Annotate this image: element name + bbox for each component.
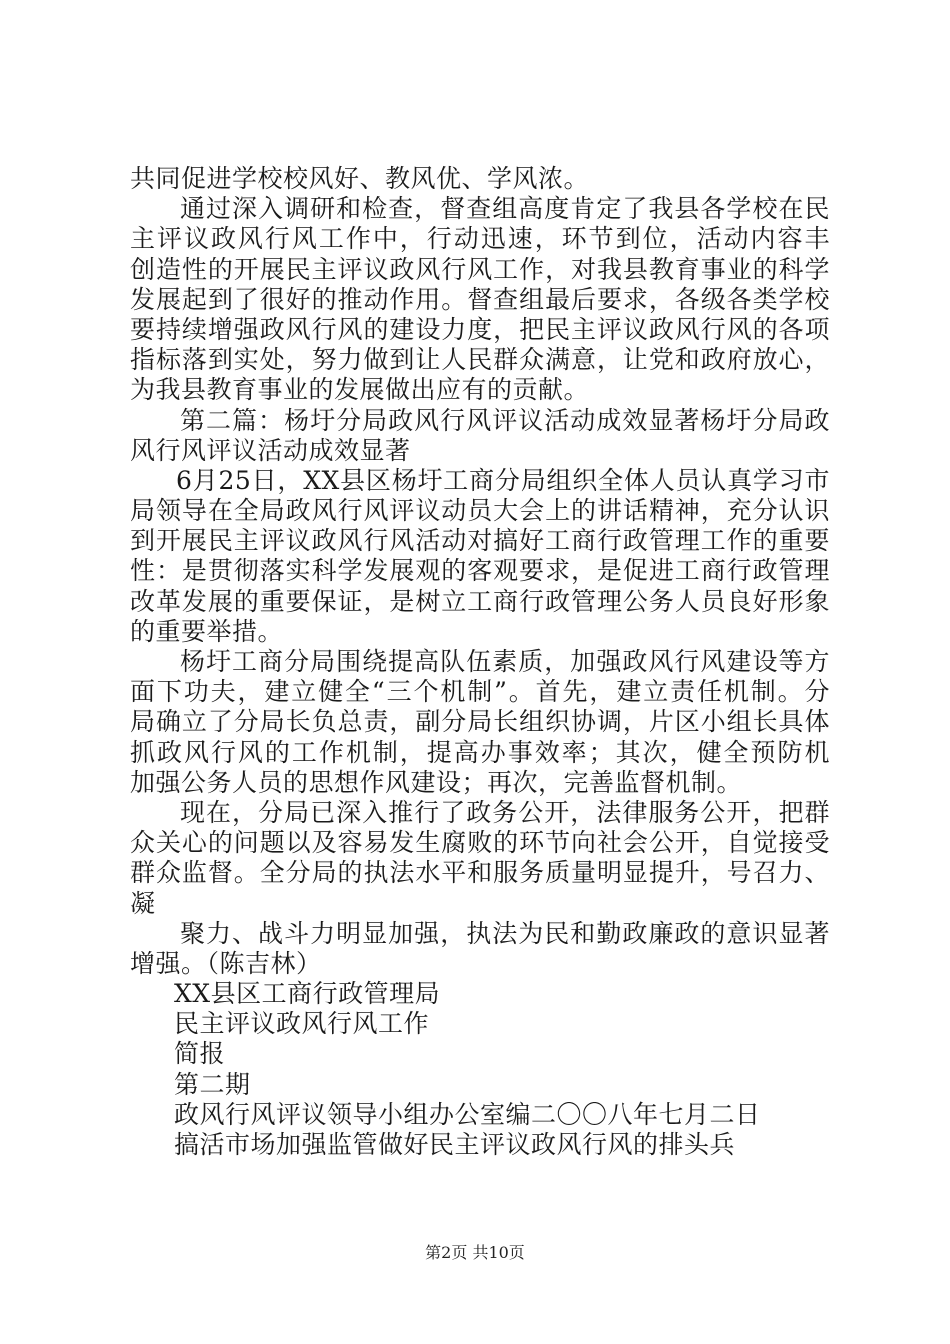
paragraph-line: 要持续增强政风行风的建设力度，把民主评议政风行风的各项 — [130, 314, 830, 344]
paragraph-line: 创造性的开展民主评议政风行风工作，对我县教育事业的科学 — [130, 254, 830, 284]
section-heading-line: 第二篇：杨圩分局政风行风评议活动成效显著杨圩分局政 — [180, 405, 830, 435]
paragraph-line: 杨圩工商分局围绕提高队伍素质，加强政风行风建设等方 — [180, 647, 830, 676]
text-line: 共同促进学校校风好、教风优、学风浓。 — [130, 164, 590, 193]
bulletin-headline-line: 搞活市场加强监管做好民主评议政风行风的排头兵 — [174, 1130, 736, 1159]
bulletin-issue-line: 第二期 — [174, 1069, 251, 1099]
document-body — [130, 164, 830, 1160]
paragraph-line: 性：是贯彻落实科学发展观的客观要求，是促进工商行政管理 — [130, 556, 830, 586]
paragraph-line: 抓政风行风的工作机制，提高办事效率；其次，健全预防机 — [130, 737, 830, 767]
paragraph-line: 众关心的问题以及容易发生腐败的环节向社会公开，自觉接受 — [130, 828, 830, 858]
paragraph-line: 指标落到实处，努力做到让人民群众满意，让党和政府放心， — [130, 345, 830, 375]
paragraph-line: 改革发展的重要保证，是树立工商行政管理公务人员良好形象 — [130, 586, 830, 616]
paragraph-line: 加强公务人员的思想作风建设；再次，完善监督机制。 — [130, 767, 743, 797]
section-heading-line: 风行风评议活动成效显著 — [130, 435, 411, 465]
paragraph-line: 发展起到了很好的推动作用。督查组最后要求，各级各类学校 — [130, 284, 830, 314]
paragraph-line: 主评议政风行风工作中，行动迅速，环节到位，活动内容丰 — [130, 224, 830, 254]
paragraph-line: 局确立了分局长负总责，副分局长组织协调，片区小组长具体 — [130, 707, 830, 737]
paragraph-line: 现在，分局已深入推行了政务公开，法律服务公开，把群 — [180, 797, 830, 827]
paragraph-line: 群众监督。全分局的执法水平和服务质量明显提升，号召力、 — [130, 858, 830, 888]
paragraph-line: 增强。（陈吉林） — [130, 948, 322, 978]
bulletin-title-line: 民主评议政风行风工作 — [174, 1009, 430, 1039]
page-footer: 第2页 共10页 — [425, 1243, 525, 1262]
paragraph-line: 凝 — [130, 888, 156, 918]
paragraph-line: 聚力、战斗力明显加强，执法为民和勤政廉政的意识显著 — [180, 918, 830, 948]
paragraph-line: 6月25日，XX县区杨圩工商分局组织全体人员认真学习市 — [176, 465, 830, 495]
paragraph-line: 局领导在全局政风行风评议动员大会上的讲话精神，充分认识 — [130, 496, 830, 526]
paragraph-line: 面下功夫，建立健全“三个机制”。首先，建立责任机制。分 — [130, 677, 830, 707]
bulletin-editor-date-line: 政风行风评议领导小组办公室编二〇〇八年七月二日 — [174, 1099, 761, 1129]
paragraph-line: 到开展民主评议政风行风活动对搞好工商行政管理工作的重要 — [130, 526, 830, 556]
paragraph-line: 为我县教育事业的发展做出应有的贡献。 — [130, 375, 590, 405]
paragraph-line: 通过深入调研和检查，督查组高度肯定了我县各学校在民 — [180, 194, 830, 224]
bulletin-org-line: XX县区工商行政管理局 — [174, 979, 441, 1009]
paragraph-line: 的重要举措。 — [130, 616, 284, 646]
bulletin-type-line: 简报 — [174, 1039, 226, 1069]
